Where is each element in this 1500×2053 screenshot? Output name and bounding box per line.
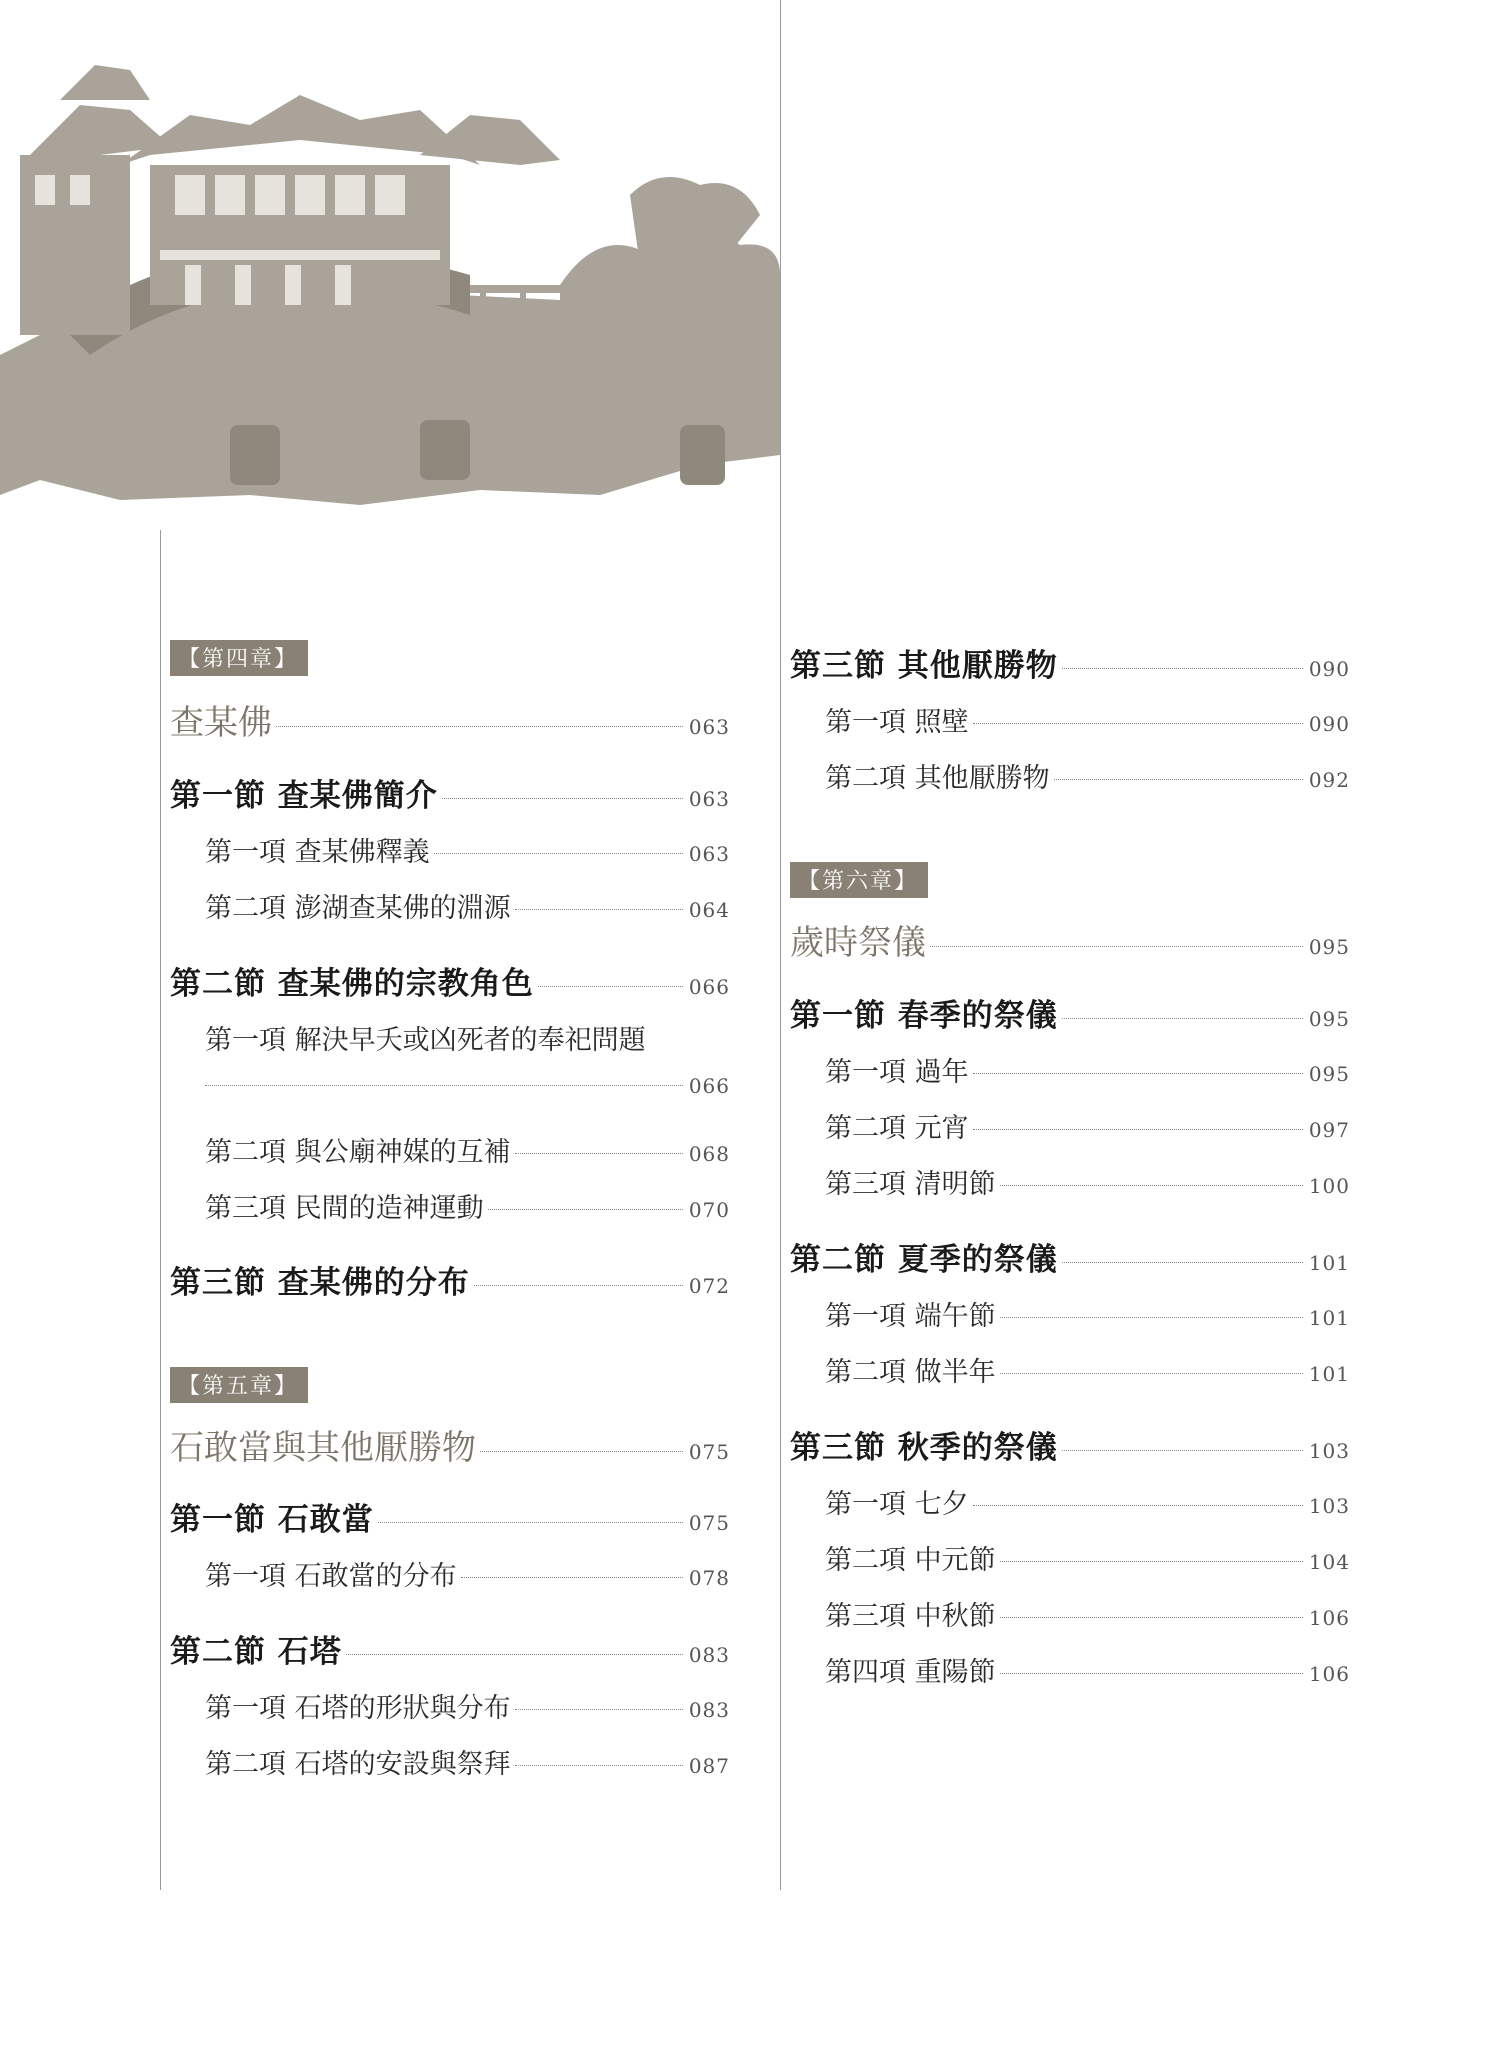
dot-leader bbox=[442, 798, 683, 799]
left-margin-rule bbox=[160, 530, 161, 1890]
toc-entry-item[interactable] bbox=[790, 1162, 1350, 1201]
toc-entry-section[interactable] bbox=[790, 990, 1350, 1035]
toc-entry-item[interactable] bbox=[790, 1650, 1350, 1689]
page-number: 064 bbox=[688, 898, 730, 922]
page-number: 106 bbox=[1308, 1662, 1350, 1686]
dot-leader bbox=[930, 946, 1303, 947]
page-number: 103 bbox=[1308, 1494, 1350, 1518]
page-number: 063 bbox=[688, 715, 730, 739]
entry-label: 第一節 石敢當 bbox=[170, 1502, 374, 1538]
toc-entry-item[interactable] bbox=[170, 1130, 730, 1169]
dot-leader bbox=[1062, 668, 1303, 669]
page-number: 100 bbox=[1308, 1174, 1350, 1198]
page-number: 072 bbox=[688, 1274, 730, 1298]
dot-leader bbox=[1062, 1018, 1303, 1019]
page-number: 101 bbox=[1308, 1251, 1350, 1275]
entry-label: 第一節 春季的祭儀 bbox=[790, 998, 1058, 1034]
toc-entry-item[interactable] bbox=[790, 756, 1350, 795]
dot-leader bbox=[1062, 1262, 1303, 1263]
page-number: 066 bbox=[688, 975, 730, 999]
toc-entry-section[interactable] bbox=[790, 640, 1350, 685]
dot-leader bbox=[205, 1085, 683, 1086]
entry-label: 第二節 查某佛的宗教角色 bbox=[170, 966, 534, 1002]
dot-leader bbox=[515, 1709, 683, 1710]
entry-label: 第二節 石塔 bbox=[170, 1634, 342, 1670]
entry-label: 第三項 清明節 bbox=[825, 1169, 996, 1200]
toc-entry-item[interactable] bbox=[790, 1594, 1350, 1633]
toc-entry-item[interactable] bbox=[790, 1294, 1350, 1333]
dot-leader bbox=[538, 986, 683, 987]
page-number: 083 bbox=[688, 1698, 730, 1722]
entry-label: 第二項 澎湖查某佛的淵源 bbox=[205, 893, 511, 924]
page-number: 095 bbox=[1308, 1007, 1350, 1031]
dot-leader bbox=[515, 909, 683, 910]
page-number: 106 bbox=[1308, 1606, 1350, 1630]
entry-label: 第二項 元宵 bbox=[825, 1113, 969, 1144]
toc-entry-item[interactable] bbox=[790, 1350, 1350, 1389]
page-number: 090 bbox=[1308, 712, 1350, 736]
dot-leader bbox=[1000, 1561, 1303, 1562]
toc-entry-item[interactable] bbox=[170, 1186, 730, 1225]
toc-entry-section[interactable] bbox=[170, 1626, 730, 1671]
page-number: 063 bbox=[688, 842, 730, 866]
entry-label: 第三節 其他厭勝物 bbox=[790, 648, 1058, 684]
entry-label: 第四項 重陽節 bbox=[825, 1657, 996, 1688]
dot-leader bbox=[378, 1522, 683, 1523]
page-number: 092 bbox=[1308, 768, 1350, 792]
page-number: 101 bbox=[1308, 1306, 1350, 1330]
toc-entry-section[interactable] bbox=[170, 1494, 730, 1539]
page-number: 087 bbox=[688, 1754, 730, 1778]
dot-leader bbox=[973, 1505, 1303, 1506]
entry-label: 第三項 民間的造神運動 bbox=[205, 1193, 484, 1224]
entry-label: 第二項 中元節 bbox=[825, 1545, 996, 1576]
entry-label: 石敢當與其他厭勝物 bbox=[170, 1428, 476, 1468]
page-number: 095 bbox=[1308, 1062, 1350, 1086]
toc-entry-item[interactable] bbox=[790, 1482, 1350, 1521]
entry-label: 第二項 與公廟神媒的互補 bbox=[205, 1137, 511, 1168]
entry-label: 第一項 照壁 bbox=[825, 707, 969, 738]
toc-entry-item[interactable] bbox=[790, 700, 1350, 739]
dot-leader bbox=[488, 1209, 683, 1210]
dot-leader bbox=[1000, 1617, 1303, 1618]
entry-label: 第一項 過年 bbox=[825, 1057, 969, 1088]
entry-label: 第一項 端午節 bbox=[825, 1301, 996, 1332]
entry-label: 歲時祭儀 bbox=[790, 923, 926, 963]
page-number: 063 bbox=[688, 787, 730, 811]
entry-label: 第二項 石塔的安設與祭拜 bbox=[205, 1749, 511, 1780]
toc-entry-chapter4-title[interactable] bbox=[170, 695, 730, 744]
toc-entry-section[interactable] bbox=[170, 958, 730, 1003]
dot-leader bbox=[1054, 779, 1303, 780]
page-number: 066 bbox=[688, 1074, 730, 1098]
dot-leader bbox=[346, 1654, 683, 1655]
dot-leader bbox=[474, 1285, 683, 1286]
page-number: 101 bbox=[1308, 1362, 1350, 1386]
entry-label: 查某佛 bbox=[170, 703, 272, 743]
page-number: 103 bbox=[1308, 1439, 1350, 1463]
toc-entry-item[interactable] bbox=[170, 830, 730, 869]
toc-entry-chapter5-title[interactable] bbox=[170, 1420, 730, 1469]
dot-leader bbox=[461, 1577, 683, 1578]
dot-leader bbox=[973, 1129, 1303, 1130]
page-number: 095 bbox=[1308, 935, 1350, 959]
dot-leader bbox=[1000, 1185, 1303, 1186]
page-number: 070 bbox=[688, 1198, 730, 1222]
chapter-tag-5: 【第五章】 bbox=[170, 1367, 308, 1403]
dot-leader bbox=[1062, 1450, 1303, 1451]
page-number: 097 bbox=[1308, 1118, 1350, 1142]
toc-entry-item[interactable] bbox=[170, 1686, 730, 1725]
page-number: 075 bbox=[688, 1511, 730, 1535]
toc-entry-item-continuation[interactable] bbox=[170, 1074, 730, 1098]
page-number: 104 bbox=[1308, 1550, 1350, 1574]
page-number: 068 bbox=[688, 1142, 730, 1166]
toc-entry-item[interactable] bbox=[790, 1538, 1350, 1577]
toc-entry-item[interactable] bbox=[790, 1050, 1350, 1089]
entry-label: 第一項 七夕 bbox=[825, 1489, 969, 1520]
dot-leader bbox=[973, 723, 1303, 724]
dot-leader bbox=[515, 1153, 683, 1154]
entry-label: 第三節 秋季的祭儀 bbox=[790, 1430, 1058, 1466]
dot-leader bbox=[515, 1765, 683, 1766]
toc-entry-item[interactable] bbox=[790, 1106, 1350, 1145]
toc-entry-section[interactable] bbox=[170, 1257, 730, 1302]
toc-entry-section[interactable] bbox=[790, 1422, 1350, 1467]
toc-entry-item[interactable] bbox=[170, 1554, 730, 1593]
toc-entry-item[interactable] bbox=[170, 1742, 730, 1781]
dot-leader bbox=[276, 726, 683, 727]
page-number: 078 bbox=[688, 1566, 730, 1590]
page-number: 075 bbox=[688, 1440, 730, 1464]
entry-label: 第一項 石塔的形狀與分布 bbox=[205, 1693, 511, 1724]
entry-label: 第一節 查某佛簡介 bbox=[170, 778, 438, 814]
entry-label: 第一項 查某佛釋義 bbox=[205, 837, 430, 868]
dot-leader bbox=[1000, 1317, 1303, 1318]
page-number: 090 bbox=[1308, 657, 1350, 681]
toc-left-column bbox=[170, 0, 730, 2053]
chapter-tag-6: 【第六章】 bbox=[790, 862, 928, 898]
entry-label: 第一項 石敢當的分布 bbox=[205, 1561, 457, 1592]
dot-leader bbox=[434, 853, 683, 854]
toc-entry-section[interactable] bbox=[170, 770, 730, 815]
entry-label: 第三項 中秋節 bbox=[825, 1601, 996, 1632]
toc-entry-chapter6-title[interactable] bbox=[790, 915, 1350, 964]
dot-leader bbox=[973, 1073, 1303, 1074]
entry-label: 第二項 做半年 bbox=[825, 1357, 996, 1388]
page-number: 083 bbox=[688, 1643, 730, 1667]
center-divider-rule bbox=[780, 0, 781, 1890]
dot-leader bbox=[1000, 1373, 1303, 1374]
toc-right-column bbox=[790, 0, 1350, 2053]
toc-entry-item-wrapped-label[interactable]: 第一項 解決早夭或凶死者的奉祀問題 bbox=[205, 1025, 646, 1056]
toc-entry-item[interactable] bbox=[170, 886, 730, 925]
entry-label: 第二節 夏季的祭儀 bbox=[790, 1242, 1058, 1278]
dot-leader bbox=[480, 1451, 683, 1452]
entry-label: 第三節 查某佛的分布 bbox=[170, 1265, 470, 1301]
chapter-tag-4: 【第四章】 bbox=[170, 640, 308, 676]
dot-leader bbox=[1000, 1673, 1303, 1674]
toc-entry-section[interactable] bbox=[790, 1234, 1350, 1279]
entry-label: 第二項 其他厭勝物 bbox=[825, 763, 1050, 794]
